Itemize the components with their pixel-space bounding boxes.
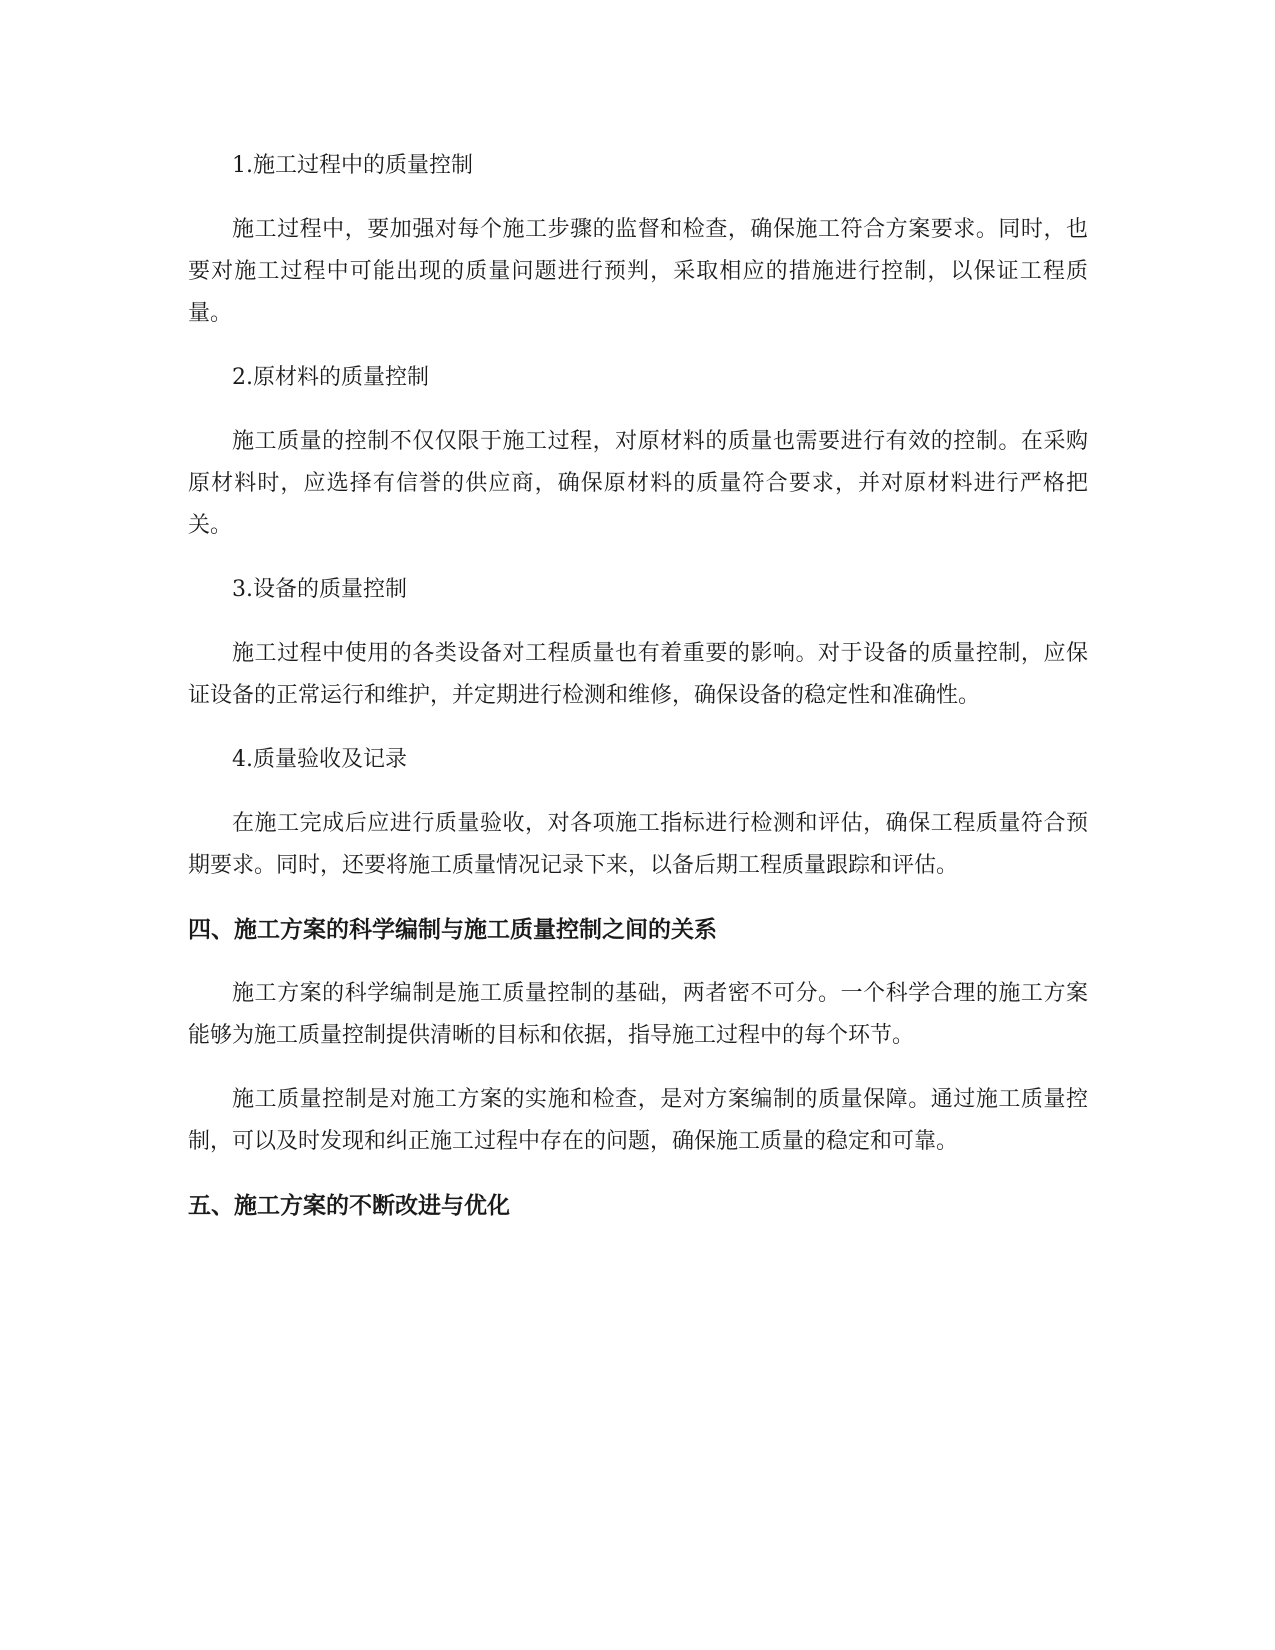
paragraph-equipment: 施工过程中使用的各类设备对工程质量也有着重要的影响。对于设备的质量控制，应保证设备的正常运行和维护，并定期进行检测和维修，确保设备的稳定性和准确性。 [188, 641, 1088, 708]
document-body [188, 145, 1088, 1249]
subheading-raw-materials: 2.原材料的质量控制 [232, 365, 429, 390]
paragraph-construction-process: 施工过程中，要加强对每个施工步骤的监督和检查，确保施工符合方案要求。同时，也要对施工过程中可能出现的质量问题进行预判，采取相应的措施进行控制，以保证工程质量。 [188, 217, 1088, 326]
section-heading-four: 四、施工方案的科学编制与施工质量控制之间的关系 [188, 917, 717, 943]
paragraph-raw-materials: 施工质量的控制不仅仅限于施工过程，对原材料的质量也需要进行有效的控制。在采购原材料时，应选择有信誉的供应商，确保原材料的质量符合要求，并对原材料进行严格把关。 [188, 429, 1088, 538]
subheading-equipment: 3.设备的质量控制 [232, 577, 407, 602]
section-heading-five: 五、施工方案的不断改进与优化 [188, 1193, 510, 1219]
subheading-acceptance-records: 4.质量验收及记录 [232, 747, 407, 772]
subheading-construction-process: 1.施工过程中的质量控制 [232, 153, 473, 178]
paragraph-acceptance-records: 在施工完成后应进行质量验收，对各项施工指标进行检测和评估，确保工程质量符合预期要求。同时，还要将施工质量情况记录下来，以备后期工程质量跟踪和评估。 [188, 811, 1088, 878]
paragraph-relationship-basis: 施工方案的科学编制是施工质量控制的基础，两者密不可分。一个科学合理的施工方案能够为施工质量控制提供清晰的目标和依据，指导施工过程中的每个环节。 [188, 981, 1088, 1048]
paragraph-relationship-guarantee: 施工质量控制是对施工方案的实施和检查，是对方案编制的质量保障。通过施工质量控制，可以及时发现和纠正施工过程中存在的问题，确保施工质量的稳定和可靠。 [188, 1087, 1088, 1154]
